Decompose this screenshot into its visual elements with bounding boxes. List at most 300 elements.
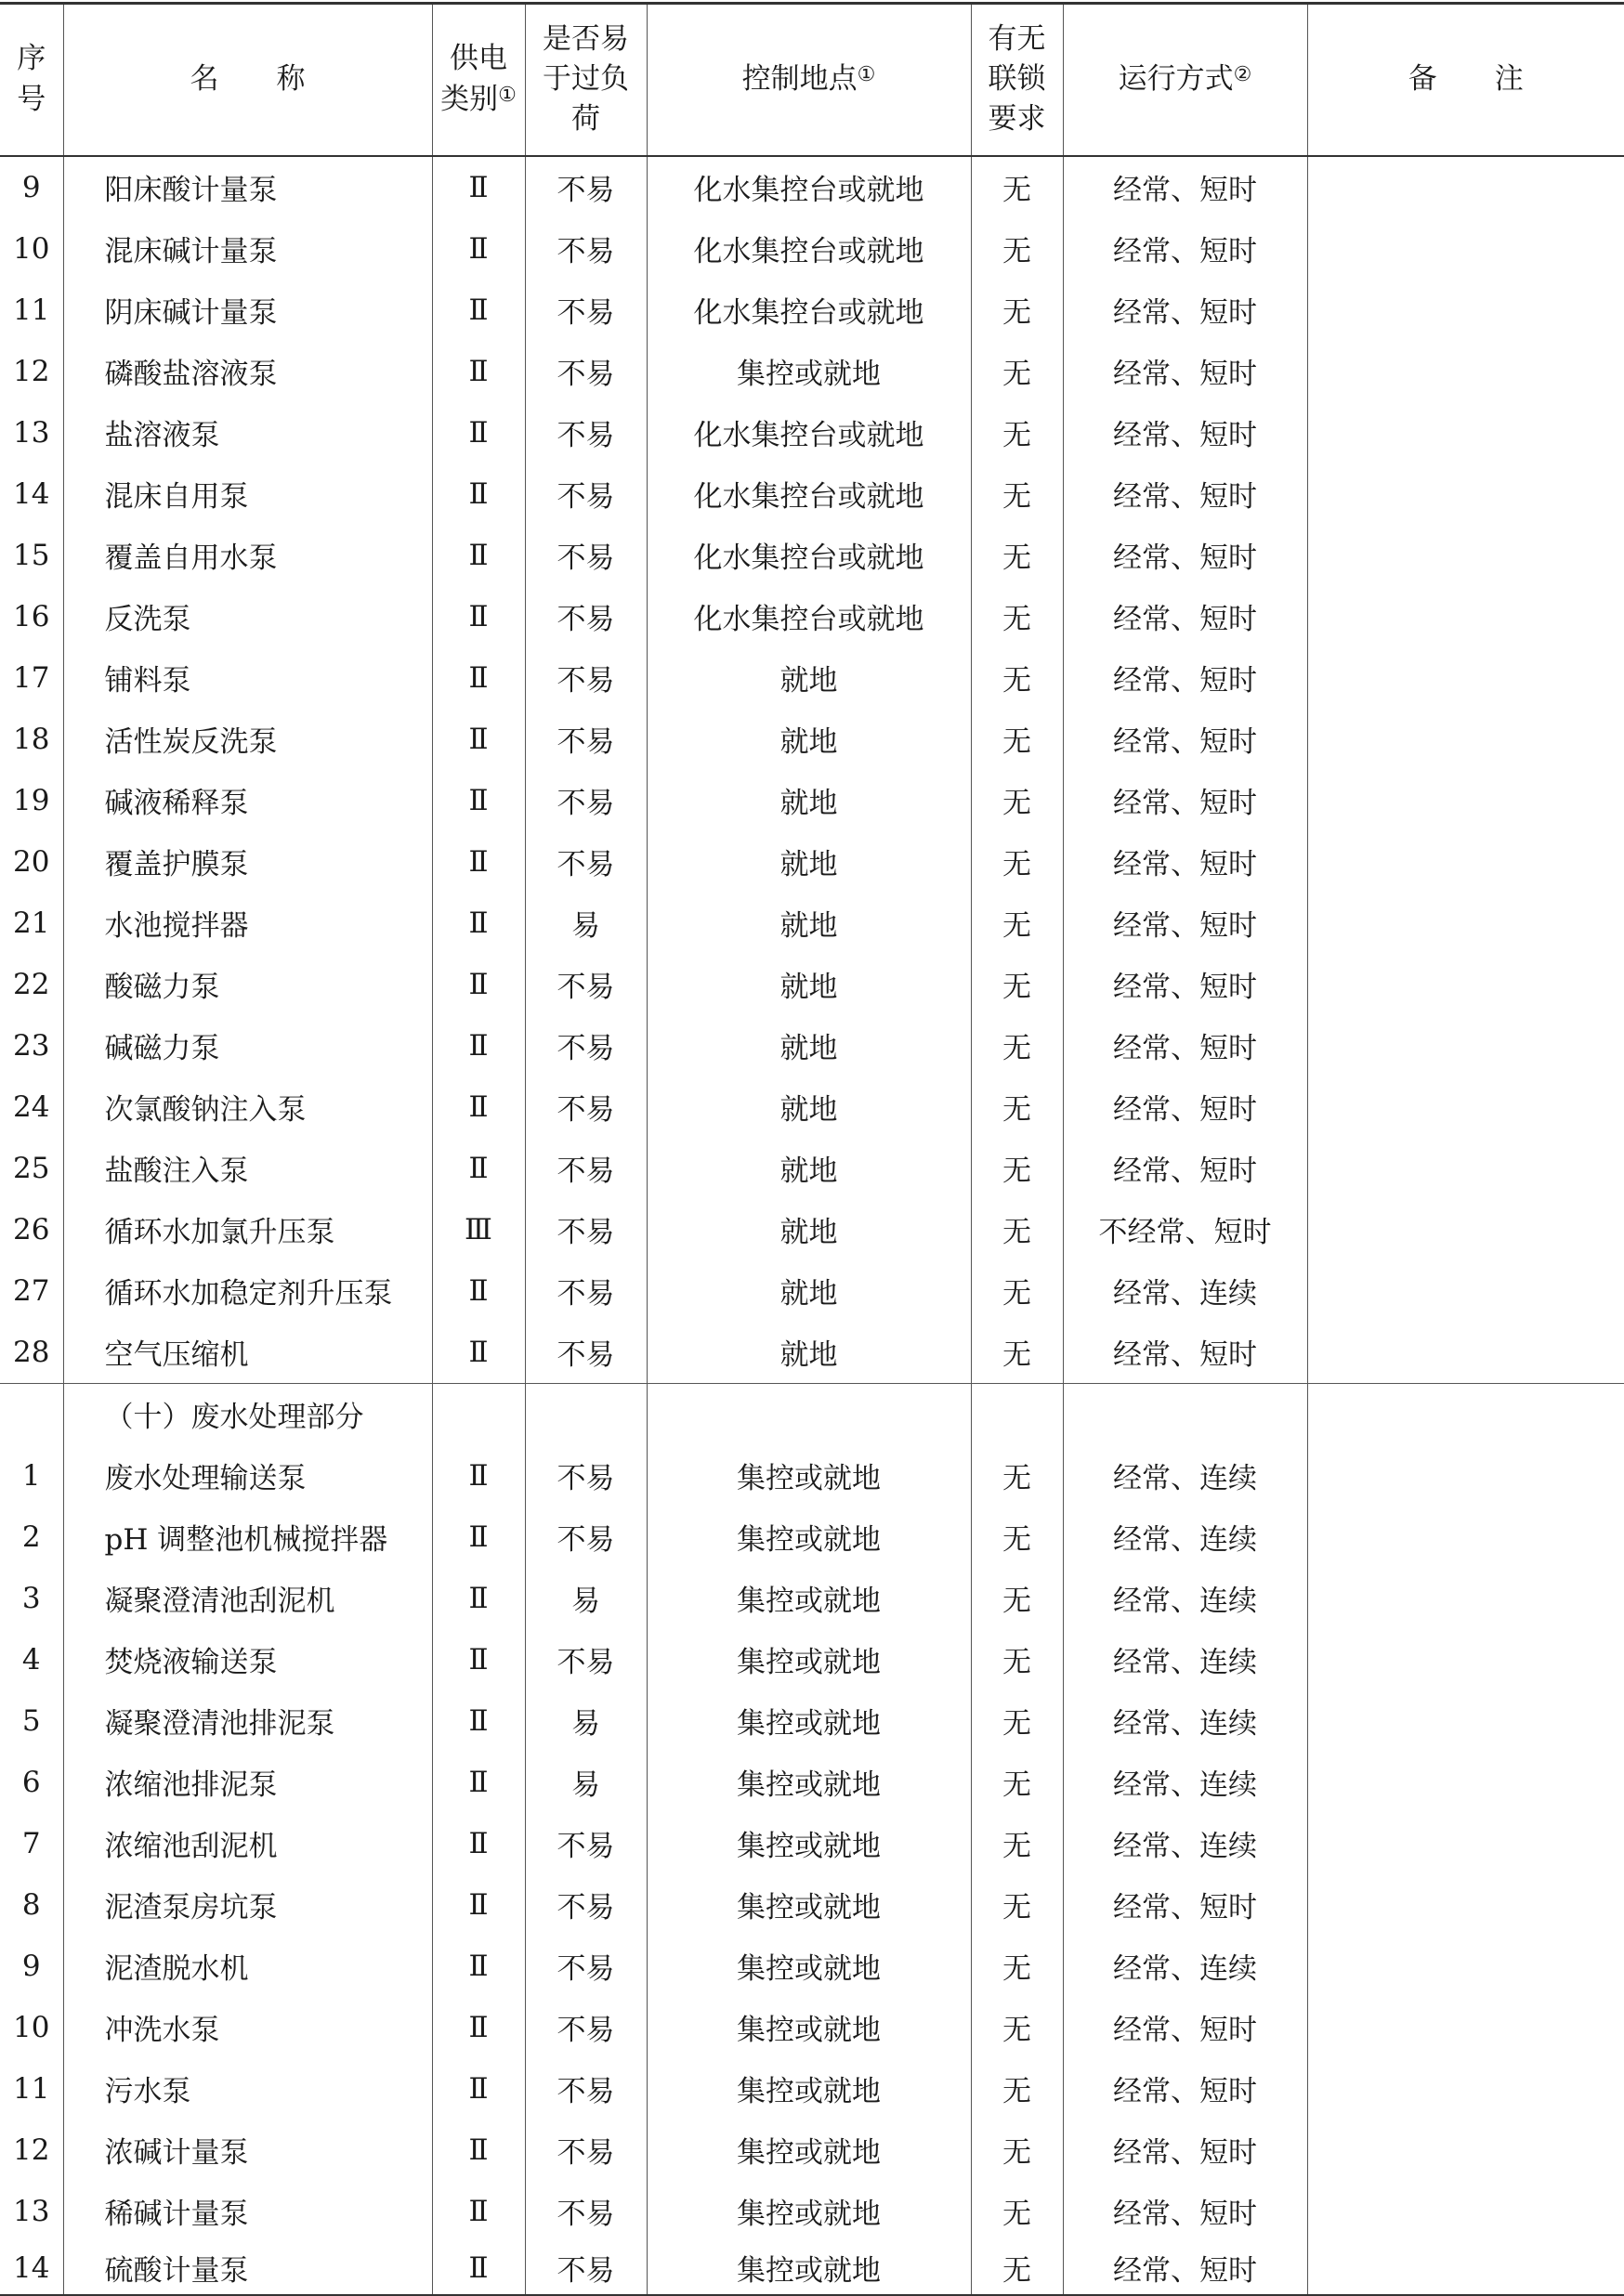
table-row — [0, 1015, 1624, 1076]
table-row — [0, 1936, 1624, 1997]
cell-idx: 13 — [13, 2194, 50, 2228]
cell-name: 盐溶液泵 — [63, 402, 432, 463]
cell-mode: 经常、短时 — [1063, 770, 1307, 831]
cell-lock: 无 — [971, 525, 1063, 586]
cell-mode: 经常、短时 — [1063, 954, 1307, 1015]
cell-overload: 不易 — [525, 463, 647, 525]
cell-name: 泥渣脱水机 — [63, 1936, 432, 1997]
cell-control: 就地 — [647, 647, 971, 709]
cell-idx: 15 — [13, 538, 50, 572]
cell-overload: 易 — [525, 893, 647, 954]
cell-name: 循环水加氯升压泵 — [63, 1199, 432, 1260]
cell-supply — [432, 1383, 525, 1445]
cell-note — [1307, 709, 1624, 770]
cell-overload: 不易 — [525, 2120, 647, 2181]
cell-supply: Ⅱ — [432, 893, 525, 954]
cell-note — [1307, 402, 1624, 463]
cell-name: 浓缩池刮泥机 — [63, 1813, 432, 1874]
table-row — [0, 647, 1624, 709]
cell-supply: Ⅱ — [432, 1076, 525, 1138]
cell-overload: 不易 — [525, 1076, 647, 1138]
cell-idx: 27 — [13, 1273, 50, 1308]
cell-control: 集控或就地 — [647, 1445, 971, 1507]
cell-mode: 经常、短时 — [1063, 893, 1307, 954]
cell-name: 铺料泵 — [63, 647, 432, 709]
cell-overload: 易 — [525, 1690, 647, 1752]
cell-control: 集控或就地 — [647, 1752, 971, 1813]
cell-mode: 经常、连续 — [1063, 1752, 1307, 1813]
cell-lock: 无 — [971, 1874, 1063, 1936]
cell-idx: 9 — [21, 1949, 41, 1983]
cell-control: 化水集控台或就地 — [647, 402, 971, 463]
table-row — [0, 586, 1624, 647]
cell-name: 浓缩池排泥泵 — [63, 1752, 432, 1813]
cell-control: 集控或就地 — [647, 1936, 971, 1997]
cell-mode: 经常、连续 — [1063, 1936, 1307, 1997]
cell-overload: 不易 — [525, 709, 647, 770]
cell-idx: 12 — [13, 2133, 50, 2167]
cell-lock: 无 — [971, 1813, 1063, 1874]
cell-lock: 无 — [971, 1568, 1063, 1629]
cell-supply: Ⅱ — [432, 1015, 525, 1076]
cell-lock: 无 — [971, 1138, 1063, 1199]
cell-overload: 不易 — [525, 156, 647, 218]
cell-mode: 经常、连续 — [1063, 1507, 1307, 1568]
cell-supply: Ⅱ — [432, 1138, 525, 1199]
cell-control: 化水集控台或就地 — [647, 280, 971, 341]
header-lock-text: 有无 联锁 要求 — [988, 21, 1046, 137]
cell-name: 碱磁力泵 — [63, 1015, 432, 1076]
cell-lock — [971, 1383, 1063, 1445]
cell-lock: 无 — [971, 831, 1063, 893]
cell-supply: Ⅱ — [432, 218, 525, 280]
cell-supply: Ⅱ — [432, 1322, 525, 1384]
cell-name: 反洗泵 — [63, 586, 432, 647]
cell-mode: 经常、短时 — [1063, 1015, 1307, 1076]
cell-overload: 不易 — [525, 341, 647, 402]
cell-control: 集控或就地 — [647, 1874, 971, 1936]
table-row — [0, 1629, 1624, 1690]
cell-control: 就地 — [647, 1076, 971, 1138]
cell-note — [1307, 1199, 1624, 1260]
cell-mode: 经常、连续 — [1063, 1445, 1307, 1507]
cell-overload: 易 — [525, 1752, 647, 1813]
cell-idx: 28 — [0, 1322, 63, 1384]
cell-name: 次氯酸钠注入泵 — [63, 1076, 432, 1138]
cell-name: 凝聚澄清池排泥泵 — [63, 1690, 432, 1752]
cell-lock: 无 — [971, 1199, 1063, 1260]
cell-lock: 无 — [971, 2181, 1063, 2242]
cell-note — [1307, 2058, 1624, 2120]
cell-lock: 无 — [971, 341, 1063, 402]
cell-overload: 不易 — [525, 1015, 647, 1076]
table-row — [0, 1138, 1624, 1199]
cell-supply: Ⅱ — [432, 402, 525, 463]
table-row — [0, 1322, 1624, 1384]
cell-supply: Ⅱ — [432, 2181, 525, 2242]
cell-idx: 6 — [21, 1765, 41, 1799]
cell-supply: Ⅱ — [432, 1997, 525, 2058]
table-row — [0, 1874, 1624, 1936]
cell-supply: Ⅱ — [432, 525, 525, 586]
cell-idx: 5 — [21, 1703, 41, 1738]
cell-idx: 2 — [21, 1520, 41, 1554]
table-row — [0, 341, 1624, 402]
cell-overload: 不易 — [525, 2242, 647, 2295]
header-note-text: 备 注 — [1408, 62, 1524, 97]
cell-lock: 无 — [971, 1076, 1063, 1138]
table-row — [0, 1690, 1624, 1752]
table-row — [0, 1260, 1624, 1322]
cell-note — [1307, 954, 1624, 1015]
cell-lock: 无 — [971, 1629, 1063, 1690]
header-overload-text: 是否易 于过负 荷 — [543, 21, 629, 137]
cell-idx: 24 — [13, 1089, 50, 1124]
cell-mode: 经常、短时 — [1063, 2120, 1307, 2181]
cell-overload: 不易 — [525, 1138, 647, 1199]
cell-overload: 不易 — [525, 647, 647, 709]
table-row — [0, 893, 1624, 954]
cell-mode: 经常、短时 — [1063, 402, 1307, 463]
cell-idx: 22 — [13, 967, 50, 1001]
cell-name: 泥渣泵房坑泵 — [63, 1874, 432, 1936]
cell-control: 集控或就地 — [647, 1813, 971, 1874]
cell-supply: Ⅱ — [432, 1813, 525, 1874]
cell-idx: 4 — [21, 1642, 41, 1676]
cell-name: 稀碱计量泵 — [63, 2181, 432, 2242]
cell-supply: Ⅱ — [432, 1629, 525, 1690]
cell-note — [1307, 1445, 1624, 1507]
cell-supply: Ⅱ — [432, 1752, 525, 1813]
cell-lock: 无 — [971, 770, 1063, 831]
cell-idx: 18 — [13, 722, 50, 756]
cell-idx: 10 — [13, 231, 50, 266]
cell-note — [1307, 1383, 1624, 1445]
header-supply-text: 供电 类别① — [440, 42, 517, 116]
cell-note — [1307, 586, 1624, 647]
header-control-text: 控制地点① — [741, 62, 876, 97]
cell-overload: 不易 — [525, 1445, 647, 1507]
cell-idx: 14 — [13, 476, 50, 511]
cell-control: 化水集控台或就地 — [647, 218, 971, 280]
table-row — [0, 280, 1624, 341]
table-row — [0, 1507, 1624, 1568]
cell-supply: Ⅱ — [432, 341, 525, 402]
cell-name: 凝聚澄清池刮泥机 — [63, 1568, 432, 1629]
cell-mode: 经常、短时 — [1063, 1997, 1307, 2058]
cell-idx: 11 — [13, 2071, 50, 2106]
cell-control: 化水集控台或就地 — [647, 156, 971, 218]
cell-note — [1307, 218, 1624, 280]
cell-name: 磷酸盐溶液泵 — [63, 341, 432, 402]
cell-overload: 不易 — [525, 1936, 647, 1997]
cell-overload: 不易 — [525, 1813, 647, 1874]
cell-name: 水池搅拌器 — [63, 893, 432, 954]
cell-note — [1307, 1568, 1624, 1629]
cell-name: 空气压缩机 — [63, 1322, 432, 1384]
cell-idx: 16 — [13, 599, 50, 633]
cell-mode: 经常、短时 — [1063, 280, 1307, 341]
cell-note — [1307, 1138, 1624, 1199]
cell-supply: Ⅱ — [432, 156, 525, 218]
table-row — [0, 2058, 1624, 2120]
table-row — [0, 2120, 1624, 2181]
cell-idx: 14 — [0, 2242, 63, 2295]
cell-lock: 无 — [971, 709, 1063, 770]
cell-note — [1307, 2242, 1624, 2295]
cell-mode — [1063, 1383, 1307, 1445]
cell-lock: 无 — [971, 1322, 1063, 1384]
cell-mode: 经常、短时 — [1063, 647, 1307, 709]
cell-note — [1307, 1874, 1624, 1936]
cell-overload — [525, 1383, 647, 1445]
table-row — [0, 1445, 1624, 1507]
cell-control: 就地 — [647, 770, 971, 831]
cell-lock: 无 — [971, 218, 1063, 280]
cell-mode: 经常、短时 — [1063, 1076, 1307, 1138]
cell-control: 就地 — [647, 1199, 971, 1260]
cell-note — [1307, 1260, 1624, 1322]
cell-name: 活性炭反洗泵 — [63, 709, 432, 770]
cell-idx: 21 — [13, 906, 50, 940]
cell-supply: Ⅱ — [432, 2058, 525, 2120]
cell-idx: 1 — [21, 1458, 41, 1493]
cell-mode: 经常、连续 — [1063, 1690, 1307, 1752]
table-row — [0, 218, 1624, 280]
cell-note — [1307, 831, 1624, 893]
cell-note — [1307, 1322, 1624, 1384]
cell-control: 就地 — [647, 1260, 971, 1322]
cell-lock: 无 — [971, 402, 1063, 463]
cell-supply: Ⅱ — [432, 1568, 525, 1629]
cell-control: 集控或就地 — [647, 2242, 971, 2295]
cell-name: 覆盖自用水泵 — [63, 525, 432, 586]
cell-mode: 经常、短时 — [1063, 463, 1307, 525]
header-mode — [1063, 4, 1307, 156]
table-row — [0, 1813, 1624, 1874]
cell-lock: 无 — [971, 463, 1063, 525]
cell-note — [1307, 1936, 1624, 1997]
cell-note — [1307, 280, 1624, 341]
cell-supply: Ⅱ — [432, 770, 525, 831]
cell-idx: 23 — [13, 1028, 50, 1063]
table-row — [0, 2181, 1624, 2242]
header-row — [0, 4, 1624, 156]
cell-note — [1307, 2181, 1624, 2242]
header-lock — [971, 4, 1063, 156]
cell-mode: 经常、短时 — [1063, 2058, 1307, 2120]
cell-overload: 易 — [525, 1568, 647, 1629]
cell-note — [1307, 1629, 1624, 1690]
cell-note — [1307, 1076, 1624, 1138]
cell-idx: 26 — [13, 1212, 50, 1246]
cell-control: 集控或就地 — [647, 1568, 971, 1629]
cell-mode: 经常、短时 — [1063, 831, 1307, 893]
cell-lock: 无 — [971, 647, 1063, 709]
header-supply — [432, 4, 525, 156]
cell-name: 焚烧液输送泵 — [63, 1629, 432, 1690]
cell-name: 阳床酸计量泵 — [63, 156, 432, 218]
cell-overload: 不易 — [525, 831, 647, 893]
cell-overload: 不易 — [525, 2181, 647, 2242]
cell-idx — [0, 1383, 63, 1445]
cell-overload: 不易 — [525, 1874, 647, 1936]
cell-control: 集控或就地 — [647, 341, 971, 402]
cell-lock: 无 — [971, 1690, 1063, 1752]
cell-note — [1307, 525, 1624, 586]
cell-name: 盐酸注入泵 — [63, 1138, 432, 1199]
cell-mode: 经常、连续 — [1063, 1629, 1307, 1690]
cell-mode: 经常、短时 — [1063, 2242, 1307, 2295]
header-idx-text: 序 号 — [17, 42, 46, 116]
table-row — [0, 463, 1624, 525]
cell-supply: Ⅱ — [432, 463, 525, 525]
cell-note — [1307, 1813, 1624, 1874]
cell-supply: Ⅱ — [432, 709, 525, 770]
cell-idx: 13 — [13, 415, 50, 450]
cell-note — [1307, 2120, 1624, 2181]
cell-supply: Ⅱ — [432, 1936, 525, 1997]
cell-overload: 不易 — [525, 402, 647, 463]
cell-supply: Ⅱ — [432, 647, 525, 709]
cell-mode: 经常、短时 — [1063, 525, 1307, 586]
section-heading-row — [0, 1383, 1624, 1445]
header-name — [63, 4, 432, 156]
cell-lock: 无 — [971, 1752, 1063, 1813]
cell-overload: 不易 — [525, 1199, 647, 1260]
header-control — [647, 4, 971, 156]
cell-lock: 无 — [971, 893, 1063, 954]
table-row — [0, 831, 1624, 893]
cell-lock: 无 — [971, 2120, 1063, 2181]
cell-name: 循环水加稳定剂升压泵 — [63, 1260, 432, 1322]
cell-control: 就地 — [647, 1138, 971, 1199]
cell-overload: 不易 — [525, 1322, 647, 1384]
cell-control: 就地 — [647, 709, 971, 770]
cell-note — [1307, 1690, 1624, 1752]
cell-supply: Ⅱ — [432, 586, 525, 647]
cell-overload: 不易 — [525, 954, 647, 1015]
cell-control: 化水集控台或就地 — [647, 463, 971, 525]
cell-idx: 25 — [13, 1151, 50, 1185]
cell-note — [1307, 1507, 1624, 1568]
cell-mode: 经常、连续 — [1063, 1568, 1307, 1629]
cell-control — [647, 1383, 971, 1445]
cell-supply: Ⅱ — [432, 2242, 525, 2295]
cell-name: 硫酸计量泵 — [63, 2242, 432, 2295]
cell-mode: 经常、短时 — [1063, 586, 1307, 647]
cell-mode: 经常、短时 — [1063, 1322, 1307, 1384]
cell-mode: 经常、短时 — [1063, 1138, 1307, 1199]
cell-control: 就地 — [647, 954, 971, 1015]
cell-lock: 无 — [971, 1936, 1063, 1997]
cell-lock: 无 — [971, 156, 1063, 218]
table-row — [0, 156, 1624, 218]
table-row — [0, 770, 1624, 831]
cell-control: 集控或就地 — [647, 1507, 971, 1568]
cell-name: 冲洗水泵 — [63, 1997, 432, 2058]
cell-lock: 无 — [971, 954, 1063, 1015]
cell-mode: 经常、连续 — [1063, 1813, 1307, 1874]
cell-overload: 不易 — [525, 770, 647, 831]
cell-control: 就地 — [647, 893, 971, 954]
cell-control: 化水集控台或就地 — [647, 586, 971, 647]
cell-lock: 无 — [971, 586, 1063, 647]
table-row — [0, 525, 1624, 586]
cell-supply: Ⅱ — [432, 2120, 525, 2181]
cell-note — [1307, 647, 1624, 709]
cell-name: 覆盖护膜泵 — [63, 831, 432, 893]
cell-idx: 10 — [13, 2010, 50, 2044]
cell-overload: 不易 — [525, 1507, 647, 1568]
cell-overload: 不易 — [525, 1260, 647, 1322]
cell-overload: 不易 — [525, 525, 647, 586]
section-title: （十）废水处理部分 — [63, 1383, 432, 1445]
cell-lock: 无 — [971, 1507, 1063, 1568]
cell-supply: Ⅱ — [432, 1260, 525, 1322]
cell-idx: 12 — [13, 354, 50, 388]
header-idx — [0, 4, 63, 156]
equipment-table — [0, 2, 1624, 2296]
cell-supply: Ⅱ — [432, 954, 525, 1015]
cell-supply: Ⅲ — [432, 1199, 525, 1260]
cell-overload: 不易 — [525, 2058, 647, 2120]
cell-lock: 无 — [971, 2058, 1063, 2120]
cell-note — [1307, 1015, 1624, 1076]
cell-name: 污水泵 — [63, 2058, 432, 2120]
cell-note — [1307, 156, 1624, 218]
cell-name: 阴床碱计量泵 — [63, 280, 432, 341]
header-mode-text: 运行方式② — [1118, 62, 1252, 97]
cell-supply: Ⅱ — [432, 1690, 525, 1752]
table-row — [0, 1997, 1624, 2058]
cell-idx: 17 — [13, 660, 50, 695]
cell-lock: 无 — [971, 1445, 1063, 1507]
cell-idx: 3 — [21, 1581, 41, 1615]
cell-supply: Ⅱ — [432, 831, 525, 893]
cell-name: 浓碱计量泵 — [63, 2120, 432, 2181]
cell-name: 混床碱计量泵 — [63, 218, 432, 280]
cell-lock: 无 — [971, 1997, 1063, 2058]
cell-supply: Ⅱ — [432, 1507, 525, 1568]
cell-mode: 经常、连续 — [1063, 1260, 1307, 1322]
table-row — [0, 709, 1624, 770]
cell-control: 集控或就地 — [647, 1997, 971, 2058]
table-row — [0, 1199, 1624, 1260]
cell-control: 集控或就地 — [647, 2058, 971, 2120]
cell-note — [1307, 1997, 1624, 2058]
cell-supply: Ⅱ — [432, 280, 525, 341]
cell-overload: 不易 — [525, 280, 647, 341]
table-row — [0, 954, 1624, 1015]
cell-name: 碱液稀释泵 — [63, 770, 432, 831]
cell-mode: 经常、短时 — [1063, 341, 1307, 402]
table-row — [0, 2242, 1624, 2295]
cell-idx: 8 — [21, 1887, 41, 1922]
cell-note — [1307, 463, 1624, 525]
cell-idx: 11 — [13, 293, 50, 327]
table-row — [0, 1568, 1624, 1629]
table-row — [0, 1752, 1624, 1813]
cell-lock: 无 — [971, 280, 1063, 341]
cell-idx: 7 — [21, 1826, 41, 1860]
cell-note — [1307, 341, 1624, 402]
cell-note — [1307, 893, 1624, 954]
cell-name: 混床自用泵 — [63, 463, 432, 525]
cell-note — [1307, 770, 1624, 831]
cell-mode: 不经常、短时 — [1063, 1199, 1307, 1260]
cell-name: 废水处理输送泵 — [63, 1445, 432, 1507]
